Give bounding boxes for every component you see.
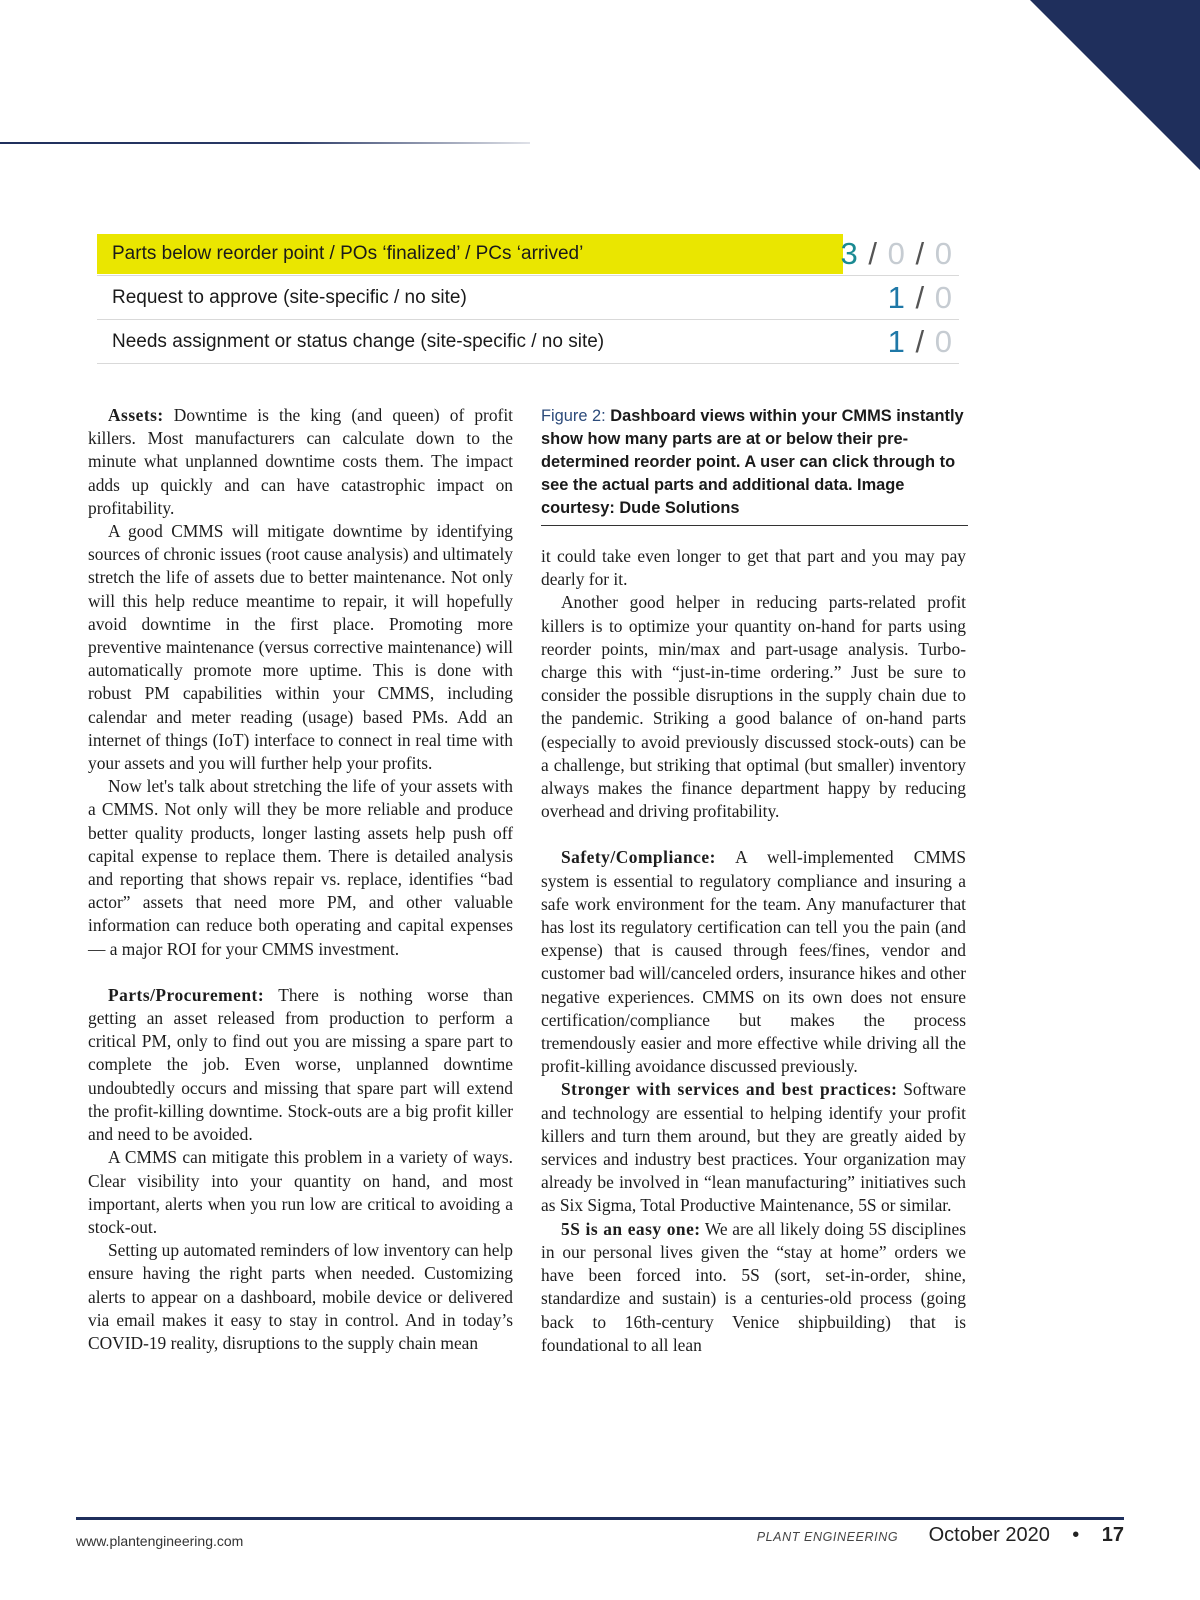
page-number: 17 — [1101, 1524, 1124, 1546]
figure-caption — [541, 405, 968, 526]
value-separator: / — [915, 280, 926, 315]
dashboard-row-label: Parts below reorder point / POs ‘finalized’ / PCs ‘arrived’ — [97, 234, 843, 274]
paragraph-parts — [88, 984, 513, 1146]
header-rule — [0, 142, 530, 144]
figure-caption-text: Dashboard views within your CMMS instantly show how many parts are at or below their pre-determined reorder point. A user can click through to see the actual parts and additional data. Image courtesy: Dude Solutions — [541, 407, 964, 517]
section-lead-5s: 5S is an easy one: — [561, 1218, 701, 1239]
value-separator: / — [915, 324, 926, 359]
footer-rule — [76, 1517, 1124, 1520]
dashboard-row-label: Needs assignment or status change (site-specific / no site) — [112, 331, 605, 352]
paragraph: A good CMMS will mitigate downtime by identifying sources of chronic issues (root cause analysis) and ultimately stretch the life of assets due to better maintenance. Not only will this help reduce meantime to repair, it will hopefully avoid downtime in the first place. Promoting more preventive maintenance (versus corrective maintenance) will automatically promote more uptime. This is done with robust PM capabilities within your CMMS, including calendar and meter reading (usage) based PMs. Add an internet of things (IoT) interface to connect in real time with your assets and you will further help your profits. — [88, 521, 513, 774]
footer-publication-info — [757, 1524, 1124, 1547]
corner-accent — [1000, 0, 1200, 200]
article-column-right — [541, 545, 966, 1357]
value-separator: / — [868, 236, 878, 271]
footer-separator: • — [1072, 1524, 1080, 1546]
figure-label: Figure 2: — [541, 407, 606, 425]
dashboard-row-reorder[interactable] — [97, 232, 959, 276]
paragraph-safety — [541, 846, 966, 1078]
paragraph-text: Software and technology are essential to helping identify your profit killers and turn them around, but they are greatly aided by services and industry best practices. Your organization may already be involved in “lean manufacturing” initiatives such as Six Sigma, Total Productive Maintenance, 5S or similar. — [541, 1079, 966, 1216]
paragraph-text: We are all likely doing 5S disciplines in our personal lives given the “stay at home” orders we have been forced into. 5S (sort, set-in-order, shine, standardize and sustain) is a centuries-old process (going back to 16th-century Venice shipbuilding) that is foundational to all lean — [541, 1218, 966, 1355]
issue-date: October 2020 — [928, 1524, 1050, 1546]
section-lead-assets: Assets: — [108, 405, 164, 425]
count-no-site[interactable]: 0 — [934, 324, 953, 359]
section-lead-parts: Parts/Procurement: — [108, 984, 265, 1005]
publication-name: PLANT ENGINEERING — [756, 1530, 899, 1544]
paragraph: Another good helper in reducing parts-related profit killers is to optimize your quantity on-hand for parts using reorder points, min/max and part-usage analysis. Turbo-charge this with “just-in-time ordering.” Just be sure to consider the possible disruptions in the supply chain due to the pandemic. Striking a good balance of on-hand parts (especially to avoid previously discussed stock-outs) can be a challenge, but striking that optimal (but smaller) inventory always makes the finance department happy by reducing overhead and driving profitability. — [541, 592, 966, 822]
paragraph-services — [541, 1078, 966, 1217]
paragraph: it could take even longer to get that part and you may pay dearly for it. — [541, 546, 966, 590]
dashboard-row-approve[interactable] — [97, 276, 959, 320]
article-column-left — [88, 404, 513, 1355]
paragraph-text: There is nothing worse than getting an asset released from production to perform a critical PM, only to find out you are missing a spare part to complete the job. Even worse, unplanned downtime undoubtedly occurs and missing that spare part will extend the profit-killing downtime. Stock-outs are a big profit killer and need to be avoided. — [88, 984, 513, 1145]
count-site-specific[interactable]: 1 — [887, 324, 906, 359]
paragraph: Now let's talk about stretching the life of your assets with a CMMS. Not only will they be more reliable and produce better quality products, longer lasting assets help push off capital expense to replace them. There is detailed analysis and reporting that shows repair vs. replace, identifies “bad actor” assets that need more PM, and other valuable information can reduce both operating and capital expenses — a major ROI for your CMMS investment. — [88, 776, 513, 959]
paragraph-5s — [541, 1218, 966, 1357]
count-pos-finalized[interactable]: 0 — [887, 236, 906, 271]
count-no-site[interactable]: 0 — [934, 280, 953, 315]
paragraph-assets — [88, 404, 513, 520]
section-lead-services: Stronger with services and best practices: — [561, 1079, 898, 1100]
dashboard-row-assignment[interactable] — [97, 320, 959, 364]
section-lead-safety: Safety/Compliance: — [561, 847, 716, 868]
count-site-specific[interactable]: 1 — [887, 280, 906, 315]
footer-website-link[interactable]: www.plantengineering.com — [76, 1533, 244, 1549]
value-separator: / — [915, 236, 926, 271]
dashboard-figure — [97, 232, 959, 364]
dashboard-row-label: Request to approve (site-specific / no site) — [112, 287, 467, 308]
count-below-reorder[interactable]: 3 — [840, 236, 859, 271]
paragraph-text: A well-implemented CMMS system is essential to regulatory compliance and insuring a safe work environment for the team. Any manufacturer that has lost its regulatory certification can tell you the pain (and expense) that is caused through fees/fines, vendor and customer bad will/canceled orders, insurance hikes and other negative experiences. CMMS on its own does not ensure certification/compliance but makes the process tremendously easier and more effective while driving all the profit-killing avoidance discussed previously. — [541, 847, 966, 1077]
dashboard-row-values[interactable] — [888, 320, 953, 363]
paragraph-text: Downtime is the king (and queen) of profit killers. Most manufacturers can calculate down to the minute what unplanned downtime costs them. The impact adds up quickly and can have catastrophic impact on profitability. — [88, 405, 513, 518]
count-pcs-arrived[interactable]: 0 — [934, 236, 953, 271]
paragraph: Setting up automated reminders of low inventory can help ensure having the right parts when needed. Customizing alerts to appear on a dashboard, mobile device or delivered via email makes it easy to stay in control. And in today’s COVID-19 reality, disruptions to the supply chain mean — [88, 1240, 513, 1353]
paragraph: A CMMS can mitigate this problem in a variety of ways. Clear visibility into your quantity on hand, and most important, alerts when you run low are critical to avoiding a stock-out. — [88, 1147, 513, 1237]
dashboard-row-values[interactable] — [888, 276, 953, 319]
dashboard-row-values[interactable] — [841, 232, 954, 275]
